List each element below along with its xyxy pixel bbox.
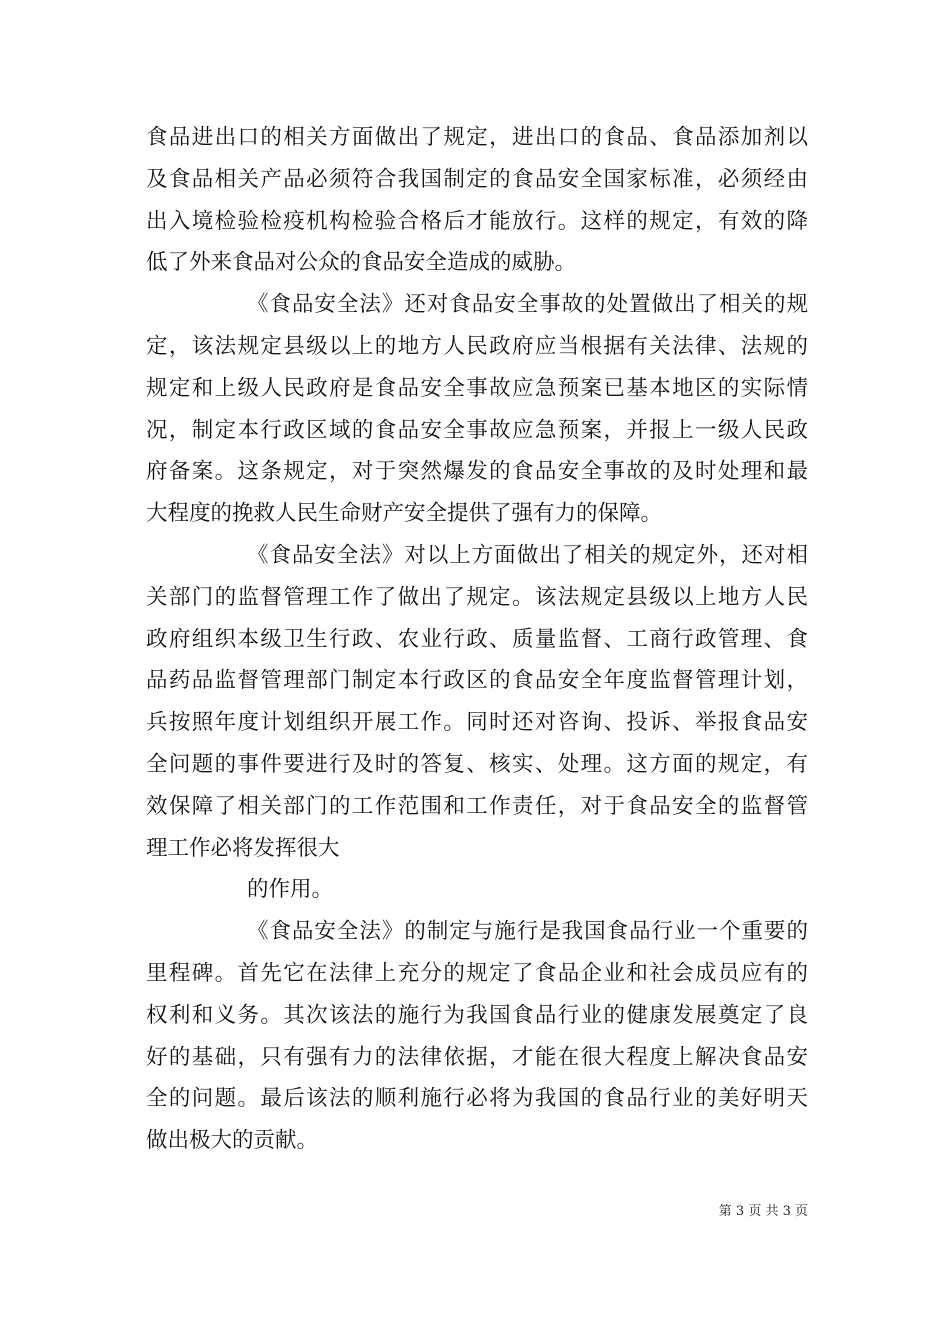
- page-number: 第 3 页 共 3 页: [718, 1204, 808, 1219]
- paragraph-1-line-2: 及食品相关产品必须符合我国制定的食品安全国家标准，必须经由: [146, 166, 808, 192]
- paragraph-3-line-1: 《食品安全法》对以上方面做出了相关的规定外，还对相: [247, 542, 808, 568]
- paragraph-2-line-5: 府备案。这条规定，对于突然爆发的食品安全事故的及时处理和最: [146, 459, 808, 485]
- paragraph-5-line-2: 里程碑。首先它在法律上充分的规定了食品企业和社会成员应有的: [146, 960, 808, 986]
- paragraph-3-line-5: 兵按照年度计划组织开展工作。同时还对咨询、投诉、举报食品安: [146, 710, 808, 736]
- paragraph-2-line-3: 规定和上级人民政府是食品安全事故应急预案已基本地区的实际情: [146, 375, 808, 401]
- paragraph-2-line-6: 大程度的挽救人民生命财产安全提供了强有力的保障。: [146, 501, 663, 527]
- paragraph-3-line-4: 品药品监督管理部门制定本行政区的食品安全年度监督管理计划，: [146, 668, 808, 694]
- paragraph-5-line-4: 好的基础，只有强有力的法律依据，才能在很大程度上解决食品安: [146, 1044, 808, 1070]
- paragraph-1-line-1: 食品进出口的相关方面做出了规定，进出口的食品、食品添加剂以: [146, 125, 808, 150]
- paragraph-2-line-1: 《食品安全法》还对食品安全事故的处置做出了相关的规: [247, 292, 808, 318]
- document-body: [146, 117, 808, 1162]
- paragraph-2-line-2: 定，该法规定县级以上的地方人民政府应当根据有关法律、法规的: [146, 333, 808, 359]
- paragraph-1-line-3: 出入境检验检疫机构检验合格后才能放行。这样的规定，有效的降: [146, 208, 808, 234]
- paragraph-3-line-7: 效保障了相关部门的工作范围和工作责任，对于食品安全的监督管: [146, 793, 808, 819]
- paragraph-3-line-3: 政府组织本级卫生行政、农业行政、质量监督、工商行政管理、食: [146, 626, 808, 652]
- paragraph-3-line-2: 关部门的监督管理工作了做出了规定。该法规定县级以上地方人民: [146, 584, 808, 610]
- paragraph-5-line-1: 《食品安全法》的制定与施行是我国食品行业一个重要的: [247, 919, 808, 945]
- paragraph-5-line-6: 做出极大的贡献。: [146, 1128, 319, 1154]
- paragraph-4-line-1: 的作用。: [247, 877, 334, 903]
- paragraph-5-line-3: 权利和义务。其次该法的施行为我国食品行业的健康发展奠定了良: [146, 1002, 808, 1028]
- paragraph-3-line-6: 全问题的事件要进行及时的答复、核实、处理。这方面的规定，有: [146, 751, 808, 777]
- paragraph-1-line-4: 低了外来食品对公众的食品安全造成的威胁。: [146, 250, 577, 276]
- paragraph-5-line-5: 全的问题。最后该法的顺利施行必将为我国的食品行业的美好明天: [146, 1086, 808, 1112]
- paragraph-2-line-4: 况，制定本行政区域的食品安全事故应急预案，并报上一级人民政: [146, 417, 808, 443]
- paragraph-3-line-8: 理工作必将发挥很大: [146, 835, 340, 861]
